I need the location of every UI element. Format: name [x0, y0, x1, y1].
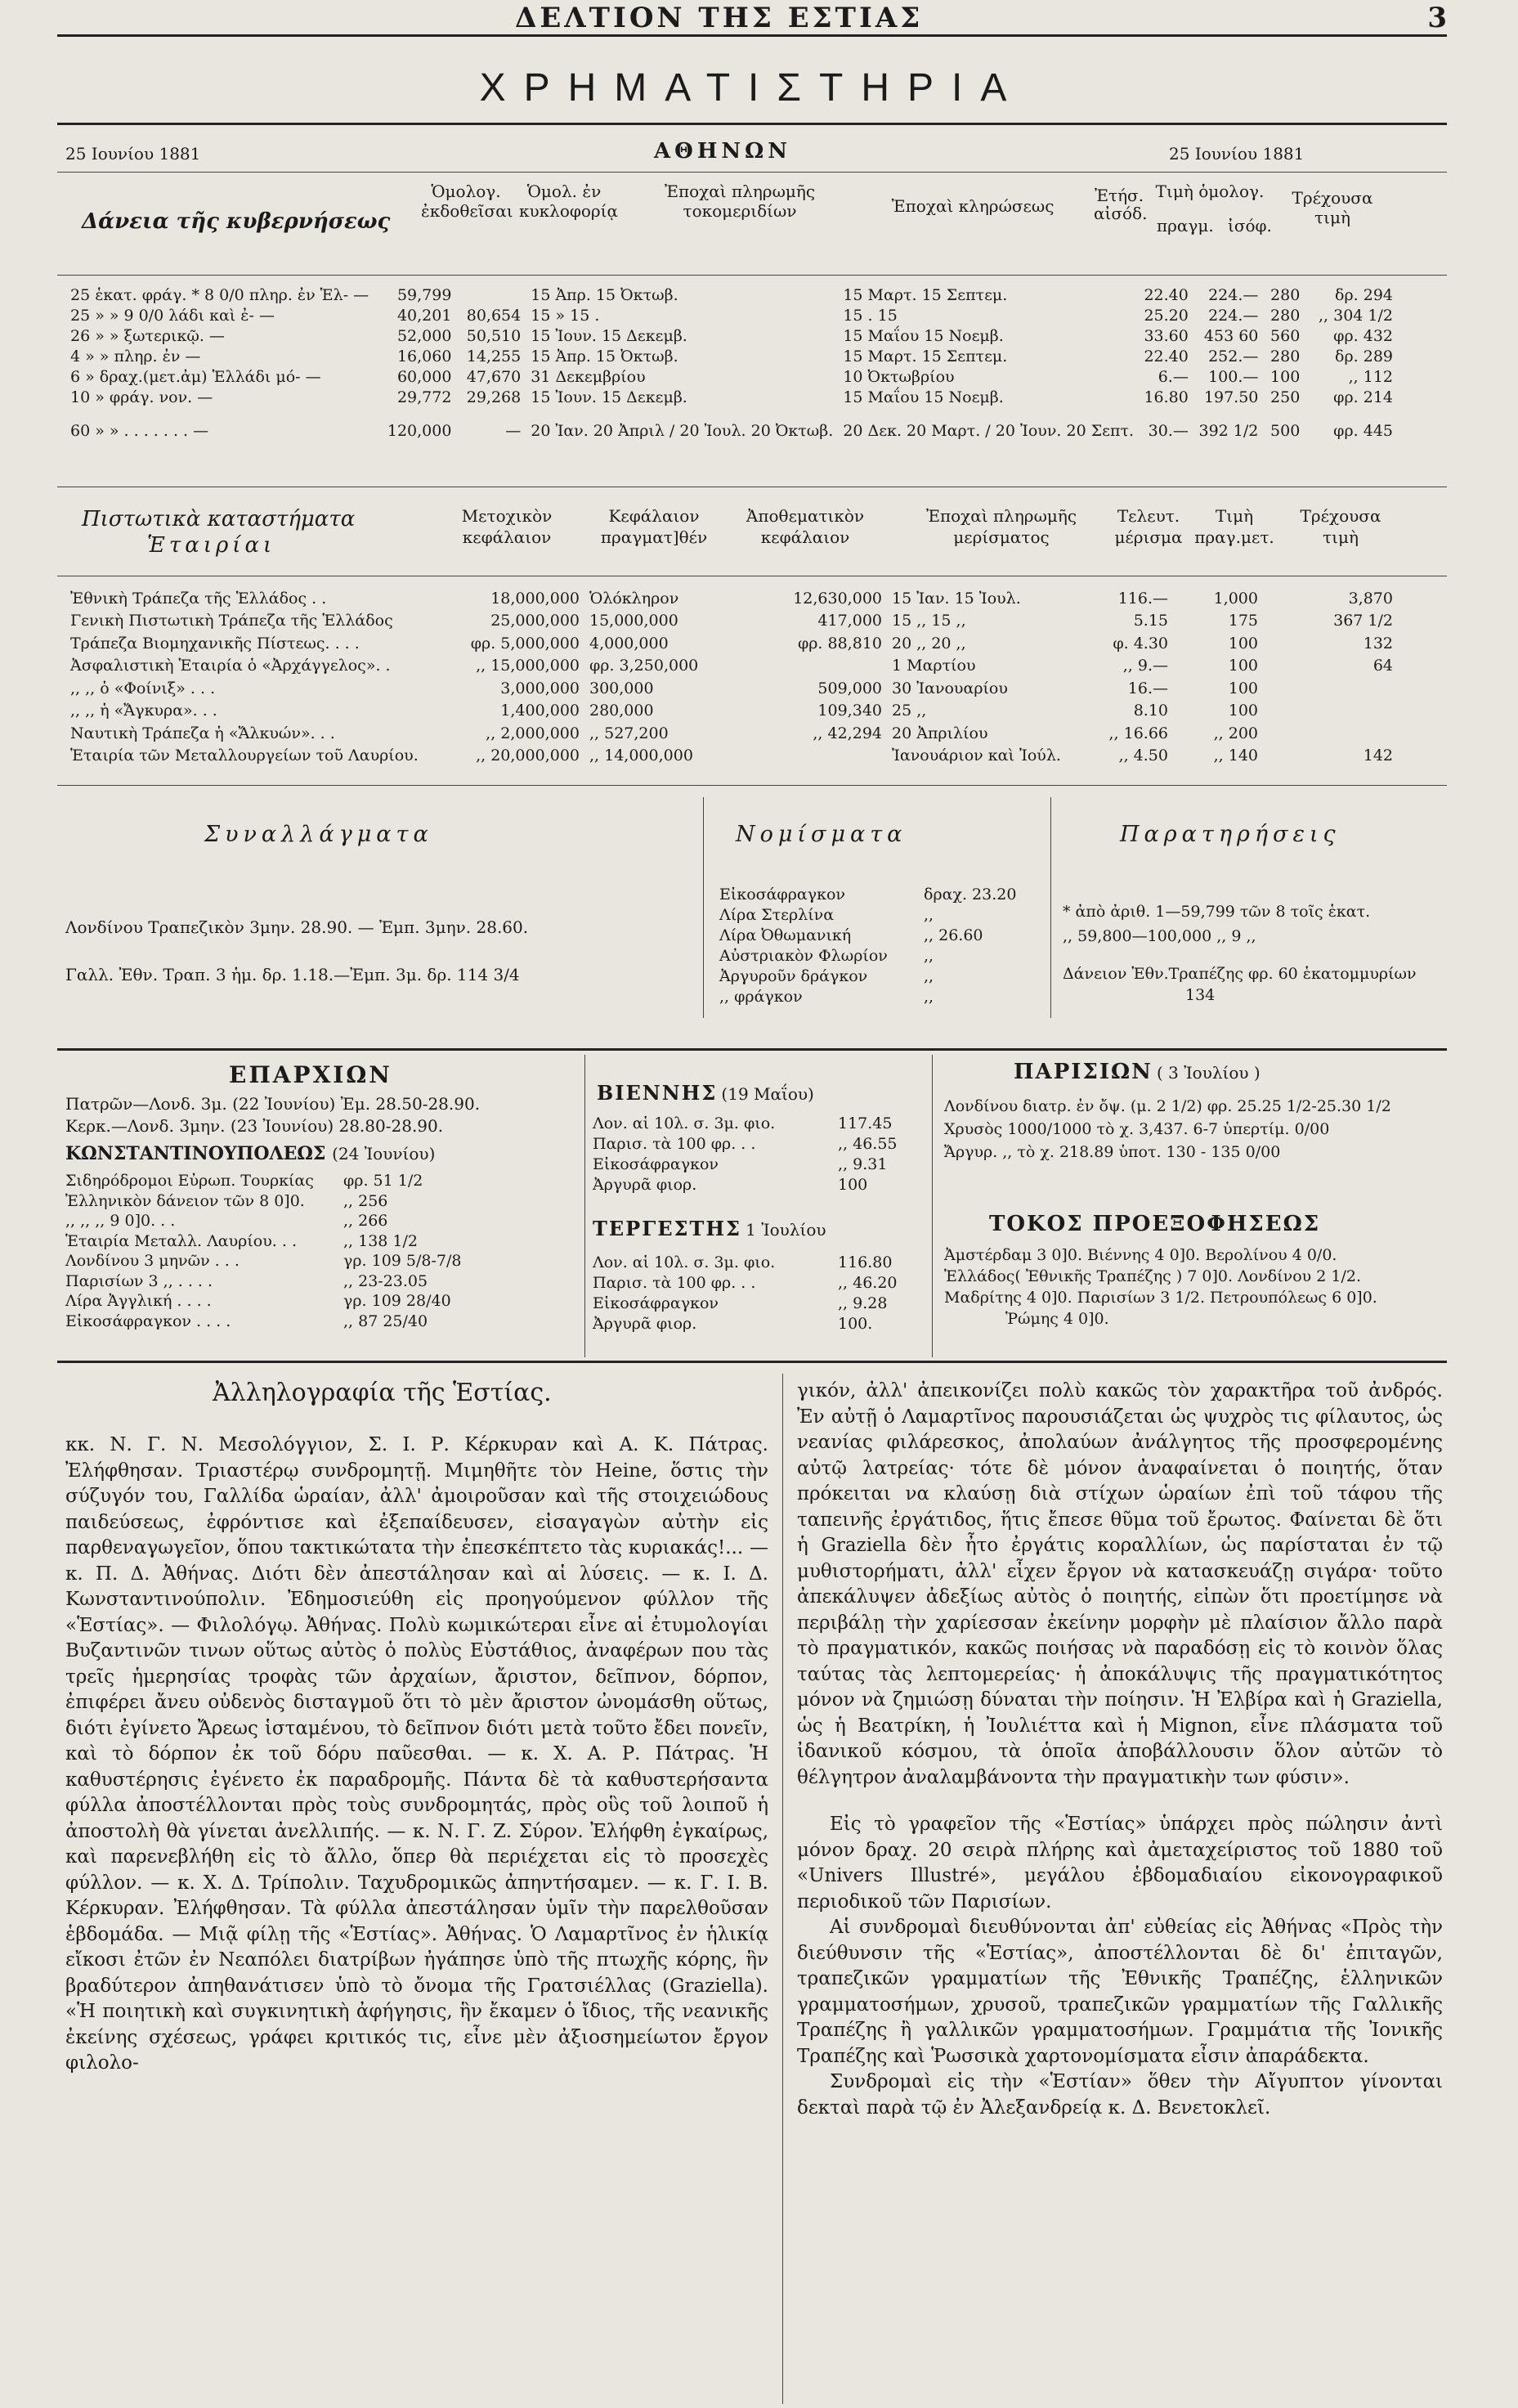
provinces-heading: ΕΠΑΡΧΙΩΝ: [229, 1061, 392, 1088]
col-dividend-dates-header: Ἐποχαὶ πληρωμῆς μερίσματος: [925, 506, 1077, 547]
table-row: [65, 587, 1398, 610]
markets-rule: [57, 1048, 1447, 1051]
bank-cell-current: [1263, 700, 1398, 723]
bank-cell-last_dividend: 8.10: [1133, 702, 1168, 720]
paris-line-3: Ἄργυρ. ,, τὸ χ. 218.89 ὑποτ. 130 - 135 0/00: [944, 1143, 1281, 1161]
item-name: Εἰκοσάφραγκον . . . .: [65, 1312, 231, 1330]
bank-cell-name: Ἐθνικὴ Τράπεζα τῆς Ἑλλάδος . .: [70, 589, 327, 608]
table-row: [65, 325, 1398, 346]
bank-cell-reserve: 417,000: [817, 612, 882, 630]
item-name: Παρισ. τὰ 100 φρ. . .: [593, 1274, 756, 1292]
loan-cell-coupon: 15 Ἰουν. 15 Δεκεμβ.: [531, 388, 687, 406]
list-item: [719, 926, 1046, 946]
trieste-heading: ΤΕΡΓΕΣΤΗΣ: [593, 1217, 742, 1240]
list-item: [593, 1253, 920, 1273]
bank-cell-name: ,, ,, ὁ «Φοίνιξ» . . .: [70, 679, 216, 697]
bank-cell-reserve: 12,630,000: [793, 589, 882, 608]
bank-cell-share_capital: 1,400,000: [500, 702, 580, 720]
loan-cell-rate: 30.—: [1148, 422, 1189, 440]
bank-cell-last_dividend: 116.—: [1117, 589, 1168, 608]
page-title: ΧΡΗΜΑΤΙΣΤΗΡΙΑ: [479, 66, 1025, 110]
loan-cell-issued: 16,060: [396, 347, 452, 365]
loan-cell-rate: 25.20: [1144, 306, 1189, 325]
loan-cell-current: φρ. 432: [1333, 326, 1393, 345]
loan-cell-current: δρ. 294: [1335, 285, 1393, 304]
list-item: [593, 1314, 920, 1334]
loan-cell-current: δρ. 289: [1335, 347, 1393, 365]
discount-line-1: Ἀμστέρδαμ 3 0]0. Βιέννης 4 0]0. Βερολίνου 4 0/0.: [944, 1246, 1337, 1264]
kerkyra-line: Κερκ.—Λονδ. 3μην. (23 Ἰουνίου) 28.80-28.90.: [65, 1116, 444, 1136]
loan-cell-rate: 16.80: [1144, 388, 1189, 406]
trieste-list: [593, 1253, 920, 1334]
item-value: ,, 87 25/40: [343, 1312, 428, 1330]
item-name: ,, φράγκον: [719, 988, 803, 1006]
loan-cell-name: 6 » δραχ.(μετ.ἀμ) Ἑλλάδι μό- —: [70, 367, 321, 386]
bank-cell-share_capital: φρ. 5,000,000: [470, 634, 580, 652]
bank-cell-share_capital: 18,000,000: [490, 589, 580, 608]
banks-bottom-rule: [57, 785, 1447, 786]
bank-cell-current: 132: [1363, 634, 1393, 652]
loan-cell-circulating: 80,654: [466, 306, 522, 325]
loan-cell-nominal: 280: [1270, 347, 1301, 365]
col-par-actual-header: πραγμ.: [1157, 216, 1214, 235]
bank-cell-paid_capital: 280,000: [589, 702, 654, 720]
cpl-heading: [65, 1143, 435, 1164]
bank-cell-reserve: 109,340: [817, 702, 882, 720]
item-name: Εἰκοσάφραγκον: [593, 1155, 719, 1173]
discount-line-2: Ἑλλάδος( Ἐθνικῆς Τραπέζης ) 7 0]0. Λονδίνου 2 1/2.: [944, 1267, 1361, 1285]
item-name: Σιδηρόδρομοι Εὐρωπ. Τουρκίας: [65, 1172, 314, 1190]
list-item: [65, 1171, 490, 1191]
loan-cell-circulating: 50,510: [466, 326, 522, 345]
discount-line-3: Μαδρίτης 4 0]0. Παρισίων 3 1/2. Πετρουπόλεως 6 0]0.: [944, 1289, 1377, 1307]
loan-cell-coupon: 15 » 15 .: [531, 306, 600, 325]
bank-cell-reserve: [732, 745, 887, 768]
cpl-date: (24 Ἰουνίου): [332, 1144, 436, 1164]
bank-cell-paid_capital: φρ. 3,250,000: [589, 657, 699, 675]
loan-cell-nominal: 280: [1270, 285, 1301, 304]
bank-cell-price: 100: [1228, 634, 1258, 652]
list-item: [593, 1273, 920, 1294]
bottom-markets-rule: [57, 1361, 1447, 1363]
paris-line-1: Λονδίνου διατρ. ἐν ὄψ. (μ. 2 1/2) φρ. 25.25 1/2-25.30 1/2: [944, 1097, 1391, 1115]
loan-cell-draw: 15 . 15: [843, 306, 898, 325]
item-value: 116.80: [838, 1253, 893, 1271]
item-value: ,,: [924, 947, 934, 965]
right-para-1: γικόν, ἀλλ' ἀπεικονίζει πολὺ κακῶς τὸν χαρακτῆρα τοῦ ἀνδρός. Ἐν αὐτῇ ὁ Λαμαρτῖνος παρουσιάζεται ὡς ψυχρὸς τις φίλαυτος, ὡς νεανίας φιλάρεσκος, ἀπολαύων ἀνάλγητος τῆς προσφερομένης αὐτῷ λατρείας· τότε δὲ μόνον ἀναφαίνεται ὁ ποιητής, ὅταν πρόκειται να κλαύσῃ διὰ στίχων ὡραίων ἐπὶ τοῦ τάφου τῆς ταπεινῆς ἐργάτιδος, ἥτις ἔπεσε θῦμα τοῦ ἔρωτος. Φαίνεται δὲ ὅτι ἡ Graziella δὲν ἦτο ἐργάτις κοραλλίων, ὡς παρίσταται ἐν τῷ μυθιστορήματι, ἀλλ' εἶχεν ἔργον νὰ κατασκευάζῃ σιγάρα· τοῦτο ἀπεκάλυψεν ἀδεξίως αὐτὸς ὁ ποιητής, εἰπὼν ὅτι προετίμησε νὰ περιβάλῃ τὴν χαρίεσσαν ἐκείνην μορφὴν μὲ πλαίσιον ἄλλο παρὰ τὸ πραγματικόν, κακῶς ποιήσας νὰ παραδόσῃ εἰς τὸ κοινὸν ὅλας ταύτας τὰς λεπτομερείας· ἡ ἀποκάλυψις τῆς πραγματικότητος μόνον νὰ ζημιώσῃ δύναται τὴν ποίησιν. Ἡ Ἐλβίρα καὶ ἡ Graziella, ὡς ἡ Βεατρίκη, ἡ Ἰουλιέττα καὶ ἡ Mignon, εἶνε πλάσματα τοῦ ἰδανικοῦ κόσμου, τὰ ὁποῖα ἀποβάλλουσιν ὅλον αὐτῶν τὸ θέλγητρον ἀναλαμβάνοντα τὴν πραγματικὴν των φύσιν».: [797, 1380, 1443, 1788]
bank-cell-name: Ἑταιρία τῶν Μεταλλουργείων τοῦ Λαυρίου.: [70, 747, 419, 765]
bank-cell-share_capital: 3,000,000: [500, 679, 580, 697]
loan-cell-draw: 15 Μαρτ. 15 Σεπτεμ.: [843, 285, 1008, 304]
loan-cell-nominal: 100: [1270, 367, 1301, 386]
table-row: [65, 366, 1398, 387]
col-circulating-header: Ὁμολ. ἐν κυκλοφορίᾳ: [519, 182, 619, 221]
item-value: ,, 138 1/2: [343, 1231, 419, 1250]
loan-cell-nominal: 560: [1270, 326, 1301, 345]
loan-cell-issued: 40,201: [396, 306, 452, 325]
bank-cell-name: Ναυτικὴ Τράπεζα ἡ «Ἄλκυών». . .: [70, 724, 335, 742]
bank-cell-dividend_dates: 1 Μαρτίου: [892, 657, 976, 675]
loan-cell-name: 26 » » ξωτερικῷ. —: [70, 326, 225, 345]
date-right: 25 Ιουνίου 1881: [1169, 144, 1305, 164]
table-row: [65, 407, 1398, 455]
date-left: 25 Ιουνίου 1881: [65, 144, 201, 164]
list-item: [65, 1191, 490, 1212]
loan-cell-coupon: 20 Ἰαν. 20 Ἀπριλ / 20 Ἰουλ. 20 Ὀκτωβ.: [531, 422, 834, 440]
bank-cell-paid_capital: ,, 527,200: [589, 724, 669, 742]
bank-cell-last_dividend: φ. 4.30: [1113, 634, 1168, 652]
item-value: ,, 23-23.05: [343, 1271, 428, 1290]
item-name: Παρισ. τὰ 100 φρ. . .: [593, 1135, 756, 1153]
loan-cell-actual: 252.—: [1208, 347, 1259, 365]
banks-table: [65, 587, 1398, 767]
loan-cell-nominal: 500: [1270, 422, 1301, 440]
bank-cell-dividend_dates: 30 Ἰανουαρίου: [892, 679, 1008, 697]
item-value: ,, 266: [343, 1212, 388, 1230]
bank-cell-current: [1263, 722, 1398, 745]
running-title: ΔΕΛΤΙΟΝ ΤΗΣ ΕΣΤΙΑΣ: [515, 2, 924, 34]
col-paid-capital-header: Κεφάλαιον πραγματ]θέν: [600, 506, 708, 547]
item-value: 100: [838, 1176, 868, 1194]
paris-heading: ΠΑΡΙΣΙΩΝ: [1014, 1060, 1153, 1084]
item-name: Λον. αἱ 10λ. σ. 3μ. φιο.: [593, 1114, 776, 1132]
bank-cell-last_dividend: 5.15: [1133, 612, 1168, 630]
loans-table: [65, 285, 1398, 455]
item-value: ,, 46.20: [838, 1274, 898, 1292]
loans-header-rule: [57, 275, 1447, 276]
bank-cell-name: Τράπεζα Βιομηχανικῆς Πίστεως. . . .: [70, 634, 360, 652]
bank-cell-current: [1263, 677, 1398, 700]
title-rule: [57, 123, 1447, 125]
list-item: [65, 1291, 490, 1312]
right-para-4: Συνδρομαὶ εἰς τὴν «Ἑστίαν» ὅθεν τὴν Αἴγυπτον γίνονται δεκταὶ παρὰ τῷ ἐν Ἀλεξανδρείᾳ κ. Δ. Βενετοκλεῖ.: [797, 2071, 1443, 2119]
loan-cell-actual: 100.—: [1208, 367, 1259, 386]
newspaper-page: [57, 0, 1447, 2408]
col-draw-header: Ἐποχαὶ κληρώσεως: [891, 196, 1055, 216]
remarks-line-1: * ἀπὸ ἀριθ. 1—59,799 τῶν 8 τοῖς ἑκατ.: [1063, 903, 1371, 921]
item-value: ,,: [924, 967, 934, 985]
bank-cell-paid_capital: 300,000: [589, 679, 654, 697]
item-name: Ἑλληνικὸν δάνειον τῶν 8 0]0.: [65, 1191, 305, 1210]
item-value: γρ. 109 28/40: [343, 1292, 451, 1310]
loan-cell-current: ,, 304 1/2: [1318, 306, 1393, 325]
loan-cell-current: φρ. 214: [1333, 388, 1393, 406]
bank-cell-name: Γενικὴ Πιστωτικὴ Τράπεζα τῆς Ἑλλάδος: [70, 612, 393, 630]
right-para-2: Εἰς τὸ γραφεῖον τῆς «Ἑστίας» ὑπάρχει πρὸς πώλησιν ἀντὶ μόνον δραχ. 20 σειρὰ πλήρης καὶ ἀμεταχείριστος τοῦ 1880 τοῦ «Univers Illustré», μεγάλου ἑβδομαδιαίου εἰκονογραφικοῦ περιοδικοῦ τῶν Παρισίων.: [797, 1814, 1443, 1912]
table-row: [65, 722, 1398, 745]
table-row: [65, 610, 1398, 633]
cpl-list: [65, 1171, 490, 1331]
loan-cell-circulating: —: [505, 422, 522, 440]
item-value: ,, 9.31: [838, 1155, 888, 1173]
bank-cell-reserve: ,, 42,294: [813, 724, 882, 742]
bank-cell-price: 100: [1228, 679, 1258, 697]
list-item: [593, 1114, 920, 1134]
loan-cell-draw: 15 Μαΐου 15 Νοεμβ.: [843, 326, 1004, 345]
discount-line-4: Ῥώμης 4 0]0.: [1005, 1310, 1109, 1328]
item-value: ,, 9.28: [838, 1294, 888, 1312]
remarks-heading: Παρατηρήσεις: [1120, 822, 1341, 847]
table-row: [65, 632, 1398, 655]
bank-cell-current: 3,870: [1348, 589, 1393, 608]
correspondence-heading: Ἀλληλογραφία τῆς Ἑστίας.: [213, 1379, 552, 1407]
table-row: [65, 677, 1398, 700]
bank-cell-dividend_dates: 15 Ἰαν. 15 Ἰουλ.: [892, 589, 1021, 608]
list-item: [65, 1211, 490, 1231]
bank-cell-name: Ἀσφαλιστικὴ Ἑταιρία ὁ «Ἀρχάγγελος». .: [70, 657, 391, 675]
col-coupon-header: Ἐποχαὶ πληρωμῆς τοκομεριδίων: [664, 182, 816, 221]
list-item: [593, 1134, 920, 1155]
loan-cell-actual: 197.50: [1203, 388, 1259, 406]
table-row: [65, 305, 1398, 325]
vienna-list: [593, 1114, 920, 1195]
remarks-line-4: 134: [1185, 986, 1216, 1004]
loan-cell-issued: 60,000: [396, 367, 452, 386]
list-item: [65, 1231, 490, 1252]
bank-cell-dividend_dates: 25 ,,: [892, 702, 927, 720]
banks-subheading: Ἑταιρίαι: [147, 533, 276, 558]
bank-cell-dividend_dates: Ἰανουάριον καὶ Ἰούλ.: [892, 747, 1061, 765]
col-reserve-header: Ἀποθεματικὸν κεφάλαιον: [746, 506, 865, 547]
col-par-nominal-header: ἰσόφ.: [1228, 216, 1272, 235]
loan-cell-name: 10 » φράγ. νον. —: [70, 388, 213, 406]
bank-cell-current: 367 1/2: [1333, 612, 1393, 630]
item-name: Ἀργυρᾶ φιορ.: [593, 1315, 697, 1333]
bank-cell-reserve: φρ. 88,810: [797, 634, 882, 652]
loans-heading: Δάνεια τῆς κυβερνήσεως: [82, 209, 391, 234]
table-row: [65, 346, 1398, 366]
bank-cell-price: 175: [1228, 612, 1258, 630]
list-item: [593, 1175, 920, 1195]
loan-cell-coupon: 15 Ἀπρ. 15 Ὀκτωβ.: [531, 285, 678, 304]
loan-cell-actual: 224.—: [1208, 285, 1259, 304]
list-item: [719, 987, 1046, 1007]
item-value: γρ. 109 5/8-7/8: [343, 1252, 462, 1270]
item-value: ,, 256: [343, 1191, 388, 1210]
table-row: [65, 285, 1398, 305]
list-item: [593, 1294, 920, 1314]
exchange-line-2: Γαλλ. Ἐθν. Τραπ. 3 ἡμ. δρ. 1.18.—Ἐμπ. 3μ. δρ. 114 3/4: [65, 965, 520, 984]
loan-cell-current: ,, 112: [1348, 367, 1393, 386]
item-name: ,, ,, ,, 9 0]0. . .: [65, 1212, 176, 1230]
paris-date: ( 3 Ἰουλίου ): [1157, 1063, 1261, 1083]
list-item: [719, 966, 1046, 987]
list-item: [719, 905, 1046, 926]
item-name: Ἑταιρία Μεταλλ. Λαυρίου. . .: [65, 1231, 297, 1250]
item-value: φρ. 51 1/2: [343, 1172, 423, 1190]
bank-cell-paid_capital: Ὁλόκληρον: [589, 589, 679, 608]
header-rule: [57, 34, 1447, 37]
list-item: [65, 1312, 490, 1332]
correspondence-text: κκ. Ν. Γ. Ν. Μεσολόγγιον, Σ. Ι. Ρ. Κέρκυραν καὶ Α. Κ. Πάτρας. Ἐλήφθησαν. Τριαστέρῳ συνδρομητῇ. Μιμηθῆτε τὸν Heine, ὅστις τὴν σύζυγόν του, Γαλλίδα ὡραίαν, ἀλλ' ἀμοιροῦσαν καὶ τῆς στοιχειώδους παιδεύσεως, ἐφρόντισε καὶ ἐξεπαίδευσεν, εἰσαγαγὼν αὐτὴν εἰς παρθεναγωγεῖον, ὅπου τακτικώτατα τὴν ἐπεσκέπτετο τὰς κυριακάς!... — κ. Π. Δ. Ἀθήνας. Διότι δὲν ἀπεστάλησαν καὶ αἱ λύσεις. — κ. Ι. Δ. Κωνσταντινούπολιν. Ἐδημοσιεύθη εἰς προηγούμενον φύλλον τῆς «Ἑστίας». — Φιλολόγῳ. Ἀθήνας. Πολὺ κωμικώτεραι εἶνε αἱ ἐτυμολογίαι Βυζαντινῶν τινων οὕτως αὐτὸς ὁ πολὺς Εὐστάθιος, ἀναφέρων που τὰς τρεῖς ἡμερησίας τροφὰς τῶν ἀρχαίων, ἄριστον, δεῖπνον, δόρπον, ἐπιφέρει ἄνευ οὐδενὸς δισταγμοῦ ὅτι τὸ μὲν ἄριστον ὠνομάσθη οὕτως, διότι ἐγίνετο Ἄρεως ἱσταμένου, τὸ δεῖπνον διότι μετὰ τοῦτο ἔδει πονεῖν, καὶ τὸ δόρπον ἐκ τοῦ δόρυ παῦεσθαι. — κ. Χ. Α. Ρ. Πάτρας. Ἡ καθυστέρησις ἐγένετο ἐκ παραδρομῆς. Πάντα δὲ τὰ καθυστερήσαντα φύλλα ἀποστέλλονται πρὸς τοὺς συνδρομητάς, πρὸς οὓς τοῦ λοιποῦ ἡ ἀποστολὴ θὰ γίνεται ἀνελλιπής. — κ. Ν. Γ. Ζ. Σύρον. Ἐλήφθη ἐγκαίρως, καὶ παρενεβλήθη εἰς τὸ ἄλλο, ὅπερ θὰ περιέχεται εἰς τὸ προσεχὲς φύλλον. — κ. Χ. Δ. Τρίπολιν. Ταχυδρομικῶς ἀπηντήσαμεν. — κ. Γ. Ι. Β. Κέρκυραν. Ἐλήφθησαν. Τὰ φύλλα ἀπεστάλησαν ὑμῖν τὴν παρελθοῦσαν ἑβδομάδα. — Μιᾷ φίλῃ τῆς «Ἑστίας». Ἀθήνας. Ὁ Λαμαρτῖνος ἐν ἡλικίᾳ εἴκοσι ἐτῶν ἐν Νεαπόλει διατρίβων ἠγάπησε ὑπὸ τῆς πτωχῆς κόρης, ἣν βραδύτερον ἀπηθανάτισεν ὑπὸ τὸ ὄνομα τῆς Γρατσιέλλας (Graziella). «Ἡ ποιητικὴ καὶ συγκινητικὴ ἀφήγησις, ἣν ἔκαμεν ὁ ἴδιος, τῆς νεανικῆς ἐκείνης σχέσεως, γράφει κριτικός τις, εἶνε μὲν ἀξιοσημείωτον ἔργον φιλολο-: [65, 1434, 768, 2074]
correspondence-column: [65, 1433, 768, 2077]
col-issued-header: Ὁμολογ. ἐκδοθεῖσαι: [421, 182, 513, 221]
bank-cell-dividend_dates: 15 ,, 15 ,,: [892, 612, 966, 630]
loan-cell-draw: 15 Μαρτ. 15 Σεπτεμ.: [843, 347, 1008, 365]
table-row: [65, 655, 1398, 678]
coins-heading: Νομίσματα: [736, 822, 907, 847]
loan-cell-issued: 52,000: [396, 326, 452, 345]
bank-cell-last_dividend: 16.—: [1127, 679, 1168, 697]
item-name: Εἰκοσάφραγκον: [719, 886, 845, 904]
loan-cell-name: 25 » » 9 0/0 λάδι καὶ ἐ- —: [70, 306, 275, 325]
loan-cell-rate: 33.60: [1144, 326, 1189, 345]
bank-cell-share_capital: ,, 15,000,000: [476, 657, 580, 675]
loan-cell-actual: 453 60: [1203, 326, 1259, 345]
loan-cell-draw: 10 Ὀκτωβρίου: [843, 367, 955, 386]
patras-line: Πατρῶν—Λονδ. 3μ. (22 Ἰουνίου) Ἐμ. 28.50-28.90.: [65, 1094, 481, 1114]
bank-cell-share_capital: ,, 2,000,000: [486, 724, 580, 742]
bank-cell-paid_capital: 15,000,000: [589, 612, 678, 630]
item-name: Λον. αἱ 10λ. σ. 3μ. φιο.: [593, 1253, 776, 1271]
banks-heading: Πιστωτικὰ καταστήματα: [82, 507, 356, 531]
item-value: ,, 46.55: [838, 1135, 898, 1153]
list-item: [593, 1155, 920, 1175]
col-current-header: Τρέχουσα τιμὴ: [1292, 188, 1373, 227]
exchange-heading: Συναλλάγματα: [204, 822, 433, 847]
table-row: [65, 745, 1398, 768]
loan-cell-circulating: 47,670: [466, 367, 522, 386]
bank-cell-current: 64: [1372, 657, 1393, 675]
col-share-capital-header: Μετοχικὸν κεφάλαιον: [461, 506, 553, 547]
remarks-line-3: Δάνειον Ἐθν.Τραπέζης φρ. 60 ἑκατομμυρίων: [1063, 965, 1417, 983]
loan-cell-draw: 20 Δεκ. 20 Μαρτ. / 20 Ἰουν. 20 Σεπτ.: [843, 422, 1135, 440]
loan-cell-name: 60 » » . . . . . . . —: [70, 422, 209, 440]
date-rule: [57, 172, 1447, 173]
vienna-date: (19 Μαΐου): [721, 1084, 814, 1104]
item-name: Αὐστριακὸν Φλωρίον: [719, 947, 888, 965]
loan-cell-rate: 22.40: [1144, 347, 1189, 365]
item-name: Λονδίνου 3 μηνῶν . . .: [65, 1252, 240, 1270]
loan-cell-name: 4 » » πληρ. ἐν —: [70, 347, 201, 365]
bank-cell-last_dividend: ,, 9.—: [1122, 657, 1168, 675]
item-name: Λίρα Ἀγγλική . . . .: [65, 1292, 212, 1310]
loan-cell-circulating: [456, 285, 526, 305]
bank-cell-share_capital: 25,000,000: [490, 612, 580, 630]
item-name: Λίρα Στερλίνα: [719, 906, 835, 924]
bank-cell-last_dividend: ,, 16.66: [1108, 724, 1168, 742]
item-value: δραχ. 23.20: [924, 886, 1017, 904]
loan-cell-actual: 392 1/2: [1198, 422, 1259, 440]
bank-cell-price: ,, 200: [1213, 724, 1258, 742]
loan-cell-coupon: 15 Ἰουν. 15 Δεκεμβ.: [531, 326, 687, 345]
loan-cell-rate: 22.40: [1144, 285, 1189, 304]
bank-cell-last_dividend: ,, 4.50: [1118, 747, 1168, 765]
right-column: [797, 1379, 1443, 2121]
bank-cell-share_capital: ,, 20,000,000: [476, 747, 580, 765]
bank-cell-price: 100: [1228, 657, 1258, 675]
col-par-header: Τιμὴ ὁμολογ.: [1155, 182, 1265, 201]
loan-cell-nominal: 250: [1270, 388, 1301, 406]
remarks-line-2: ,, 59,800—100,000 ,, 9 ,,: [1063, 927, 1256, 945]
city-heading: ΑΘΗΝΩΝ: [654, 139, 792, 164]
bank-cell-reserve: [732, 655, 887, 678]
loan-cell-coupon: 15 Ἀπρ. 15 Ὀκτωβ.: [531, 347, 678, 365]
list-item: [719, 946, 1046, 966]
paris-line-2: Χρυσὸς 1000/1000 τὸ χ. 3,437. 6-7 ὑπερτίμ. 0/00: [944, 1120, 1330, 1138]
running-header: [57, 0, 1447, 34]
bank-cell-dividend_dates: 20 ,, 20 ,,: [892, 634, 966, 652]
item-value: 117.45: [838, 1114, 893, 1132]
bank-cell-current: 142: [1363, 747, 1393, 765]
item-value: ,,: [924, 988, 934, 1006]
item-name: Εἰκοσάφραγκον: [593, 1294, 719, 1312]
bank-cell-paid_capital: 4,000,000: [589, 634, 669, 652]
cpl-heading-text: ΚΩΝΣΤΑΝΤΙΝΟΥΠΟΛΕΩΣ: [65, 1143, 326, 1164]
bank-cell-price: 100: [1228, 702, 1258, 720]
table-row: [65, 387, 1398, 407]
item-name: Ἀργυροῦν δράγκον: [719, 967, 868, 985]
bank-cell-price: 1,000: [1213, 589, 1258, 608]
loan-cell-name: 25 ἑκατ. φράγ. * 8 0/0 πληρ. ἐν Ἑλ- —: [70, 285, 369, 304]
item-name: Λίρα Ὀθωμανική: [719, 926, 852, 944]
vienna-heading: ΒΙΕΝΝΗΣ: [597, 1081, 718, 1105]
vienna-heading-row: [597, 1081, 814, 1105]
col-price-header: Τιμὴ πραγ.μετ.: [1194, 506, 1274, 547]
loan-cell-circulating: 29,268: [466, 388, 522, 406]
loan-cell-draw: 15 Μαΐου 15 Νοεμβ.: [843, 388, 1004, 406]
coins-list: [719, 885, 1046, 1007]
table-row: [65, 700, 1398, 723]
list-item: [65, 1271, 490, 1292]
exchange-line-1: Λονδίνου Τραπεζικὸν 3μην. 28.90. — Ἐμπ. 3μην. 28.60.: [65, 917, 529, 937]
bank-cell-reserve: 509,000: [817, 679, 882, 697]
loan-cell-issued: 120,000: [387, 422, 452, 440]
loan-cell-coupon: 31 Δεκεμβρίου: [531, 367, 646, 386]
trieste-date: 1 Ἰουλίου: [746, 1220, 826, 1240]
item-name: Ἀργυρᾶ φιορ.: [593, 1176, 697, 1194]
loan-cell-current: φρ. 445: [1333, 422, 1393, 440]
loan-cell-circulating: 14,255: [466, 347, 522, 365]
right-para-3: Αἱ συνδρομαὶ διευθύνονται ἀπ' εὐθείας εἰς Ἀθήνας «Πρὸς τὴν διεύθυνσιν τῆς «Ἑστίας», ἀποστέλλονται δὲ δι' ἐπιταγῶν, τραπεζικῶν γραμματίων τῆς Ἐθνικῆς Τραπέζης, ἑλληνικῶν γραμματοσήμων, χρυσοῦ, τραπεζικῶν γραμματίων τῆς Γαλλικῆς Τραπέζης ἢ γαλλικῶν γραμματοσήμων. Γραμμάτια τῆς Ἰονικῆς Τραπέζης καὶ Ῥωσσικὰ χαρτονομίσματα εἶσιν ἀπαράδεκτα.: [797, 1917, 1443, 2067]
paris-heading-row: [1014, 1060, 1261, 1084]
discount-heading: ΤΟΚΟΣ ΠΡΟΕΞΟΦΗΣΕΩΣ: [989, 1212, 1321, 1236]
loan-cell-issued: 59,799: [396, 285, 452, 304]
col-last-dividend-header: Τελευτ. μέρισμα: [1114, 506, 1183, 547]
col-bank-current-header: Τρέχουσα τιμὴ: [1300, 506, 1381, 547]
page-number: 3: [1427, 2, 1447, 34]
bank-cell-paid_capital: ,, 14,000,000: [589, 747, 693, 765]
col-rate-header: Ἐτήσ. αἰσόδ.: [1094, 186, 1148, 223]
loan-cell-nominal: 280: [1270, 306, 1301, 325]
list-item: [65, 1251, 490, 1271]
loan-cell-actual: 224.—: [1208, 306, 1259, 325]
item-name: Παρισίων 3 ,, . . . .: [65, 1271, 213, 1290]
bank-cell-name: ,, ,, ἡ «Ἄγκυρα». . .: [70, 702, 217, 720]
bank-cell-dividend_dates: 20 Ἀπριλίου: [892, 724, 988, 742]
loan-cell-issued: 29,772: [396, 388, 452, 406]
list-item: [719, 885, 1046, 905]
item-value: 100.: [838, 1315, 873, 1333]
bank-cell-price: ,, 140: [1213, 747, 1258, 765]
item-value: ,, 26.60: [924, 926, 983, 944]
trieste-heading-row: [593, 1217, 826, 1240]
loan-cell-rate: 6.—: [1158, 367, 1189, 386]
item-value: ,,: [924, 906, 934, 924]
